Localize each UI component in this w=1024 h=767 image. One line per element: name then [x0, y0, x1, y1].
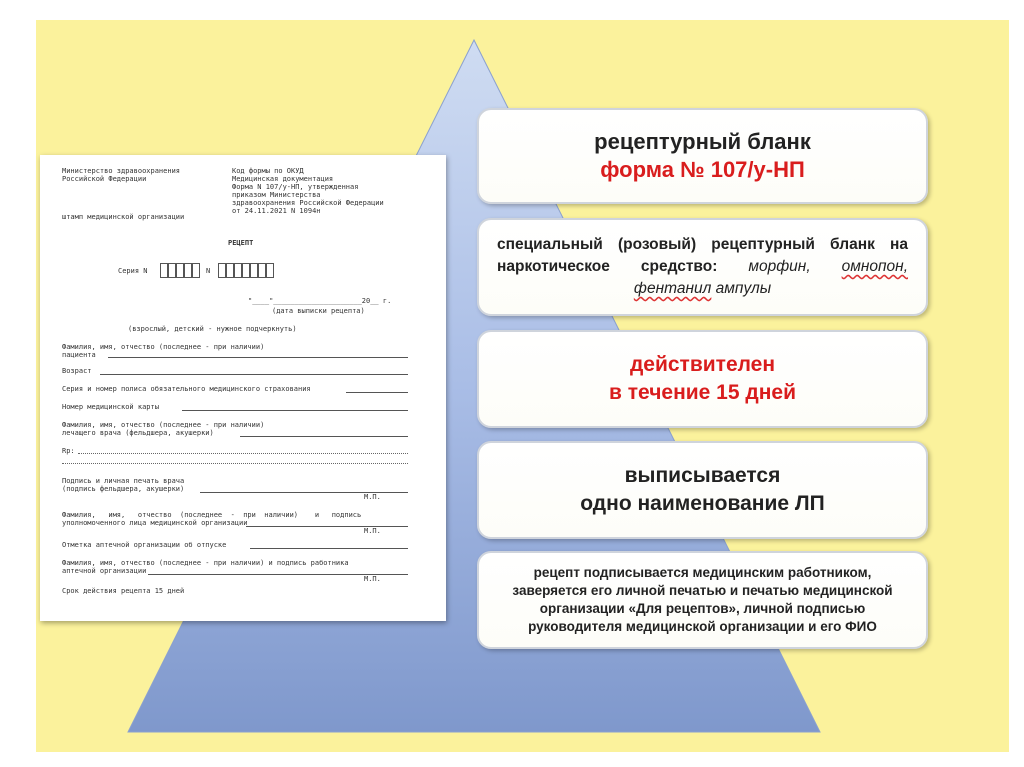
box2-drug4: ампулы	[715, 280, 772, 297]
box5-line4: руководителя медицинской организации и его ФИО	[528, 619, 877, 634]
box1-line2: форма № 107/у-НП	[600, 157, 805, 182]
form-authorized-2: уполномоченного лица медицинской организации	[62, 519, 248, 527]
form-code-3: Форма N 107/у-НП, утвержденная	[232, 183, 359, 191]
box2-drug1: морфин,	[748, 258, 811, 275]
form-authorized: Фамилия, имя, отчество (последнее - при наличии) и подпись	[62, 511, 362, 519]
box3-line1: действителен	[629, 353, 776, 376]
form-age-group: (взрослый, детский - нужное подчеркнуть)	[128, 325, 297, 333]
box2-drug3: фентанил	[633, 280, 712, 297]
box2-text	[479, 234, 926, 300]
box3-line2: в течение 15 дней	[609, 381, 796, 404]
form-mp-1: М.П.	[364, 493, 381, 501]
form-ministry: Министерство здравоохранения	[62, 167, 181, 175]
form-stamp: штамп медицинской организации	[62, 213, 185, 221]
form-code-5: здравоохранения Российской Федерации	[232, 199, 384, 207]
form-doctor: Фамилия, имя, отчество (последнее - при наличии)	[62, 421, 265, 429]
form-mp-2: М.П.	[364, 527, 381, 535]
form-patient: Фамилия, имя, отчество (последнее - при наличии)	[62, 343, 265, 351]
form-mp-3: М.П.	[364, 575, 381, 583]
form-sign: Подпись и личная печать врача	[62, 477, 185, 485]
form-code-6: от 24.11.2021 N 1094н	[232, 207, 321, 215]
form-series: Серия N	[118, 267, 148, 275]
form-sign-2: (подпись фельдшера, акушерки)	[62, 485, 185, 493]
box4-line2: одно наименование ЛП	[580, 492, 825, 515]
form-pharmacy: Отметка аптечной организации об отпуске	[62, 541, 227, 549]
form-date: "____"_____________________20__ г.	[248, 297, 392, 305]
form-policy: Серия и номер полиса обязательного медицинского страхования	[62, 385, 311, 393]
form-code-4: приказом Министерства	[232, 191, 321, 199]
box1-line1: рецептурный бланк	[594, 129, 811, 154]
form-patient-2: пациента	[62, 351, 96, 359]
form-title: РЕЦЕПТ	[228, 239, 254, 247]
form-age: Возраст	[62, 367, 92, 375]
box2-drug2: омнопон,	[841, 258, 909, 275]
form-doctor-2: лечащего врача (фельдшера, акушерки)	[62, 429, 214, 437]
info-box-blank-form	[477, 108, 928, 204]
form-card: Номер медицинской карты	[62, 403, 159, 411]
info-box-special-blank	[477, 218, 928, 316]
info-box-validity	[477, 330, 928, 428]
form-code-1: Код формы по ОКУД	[232, 167, 304, 175]
form-date-caption: (дата выписки рецепта)	[272, 307, 365, 315]
info-box-signature	[477, 551, 928, 649]
prescription-form-image	[40, 155, 446, 621]
box4-line1: выписывается	[624, 464, 781, 487]
form-worker-2: аптечной организации	[62, 567, 147, 575]
form-code-2: Медицинская документация	[232, 175, 334, 183]
box2-part1: специальный (розовый) рецептурный бланк на наркотическое средство:	[497, 236, 908, 275]
box5-line2: заверяется его личной печатью и печатью медицинской	[512, 583, 893, 598]
box5-line3: организации «Для рецептов», личной подписью	[539, 601, 866, 616]
form-rp: Rp:	[62, 447, 75, 455]
info-box-one-item	[477, 441, 928, 539]
form-ministry-2: Российской Федерации	[62, 175, 147, 183]
box5-line1: рецепт подписывается медицинским работником,	[533, 565, 872, 580]
form-validity: Срок действия рецепта 15 дней	[62, 587, 185, 595]
form-number: N	[206, 267, 211, 275]
form-worker: Фамилия, имя, отчество (последнее - при наличии) и подпись работника	[62, 559, 349, 567]
